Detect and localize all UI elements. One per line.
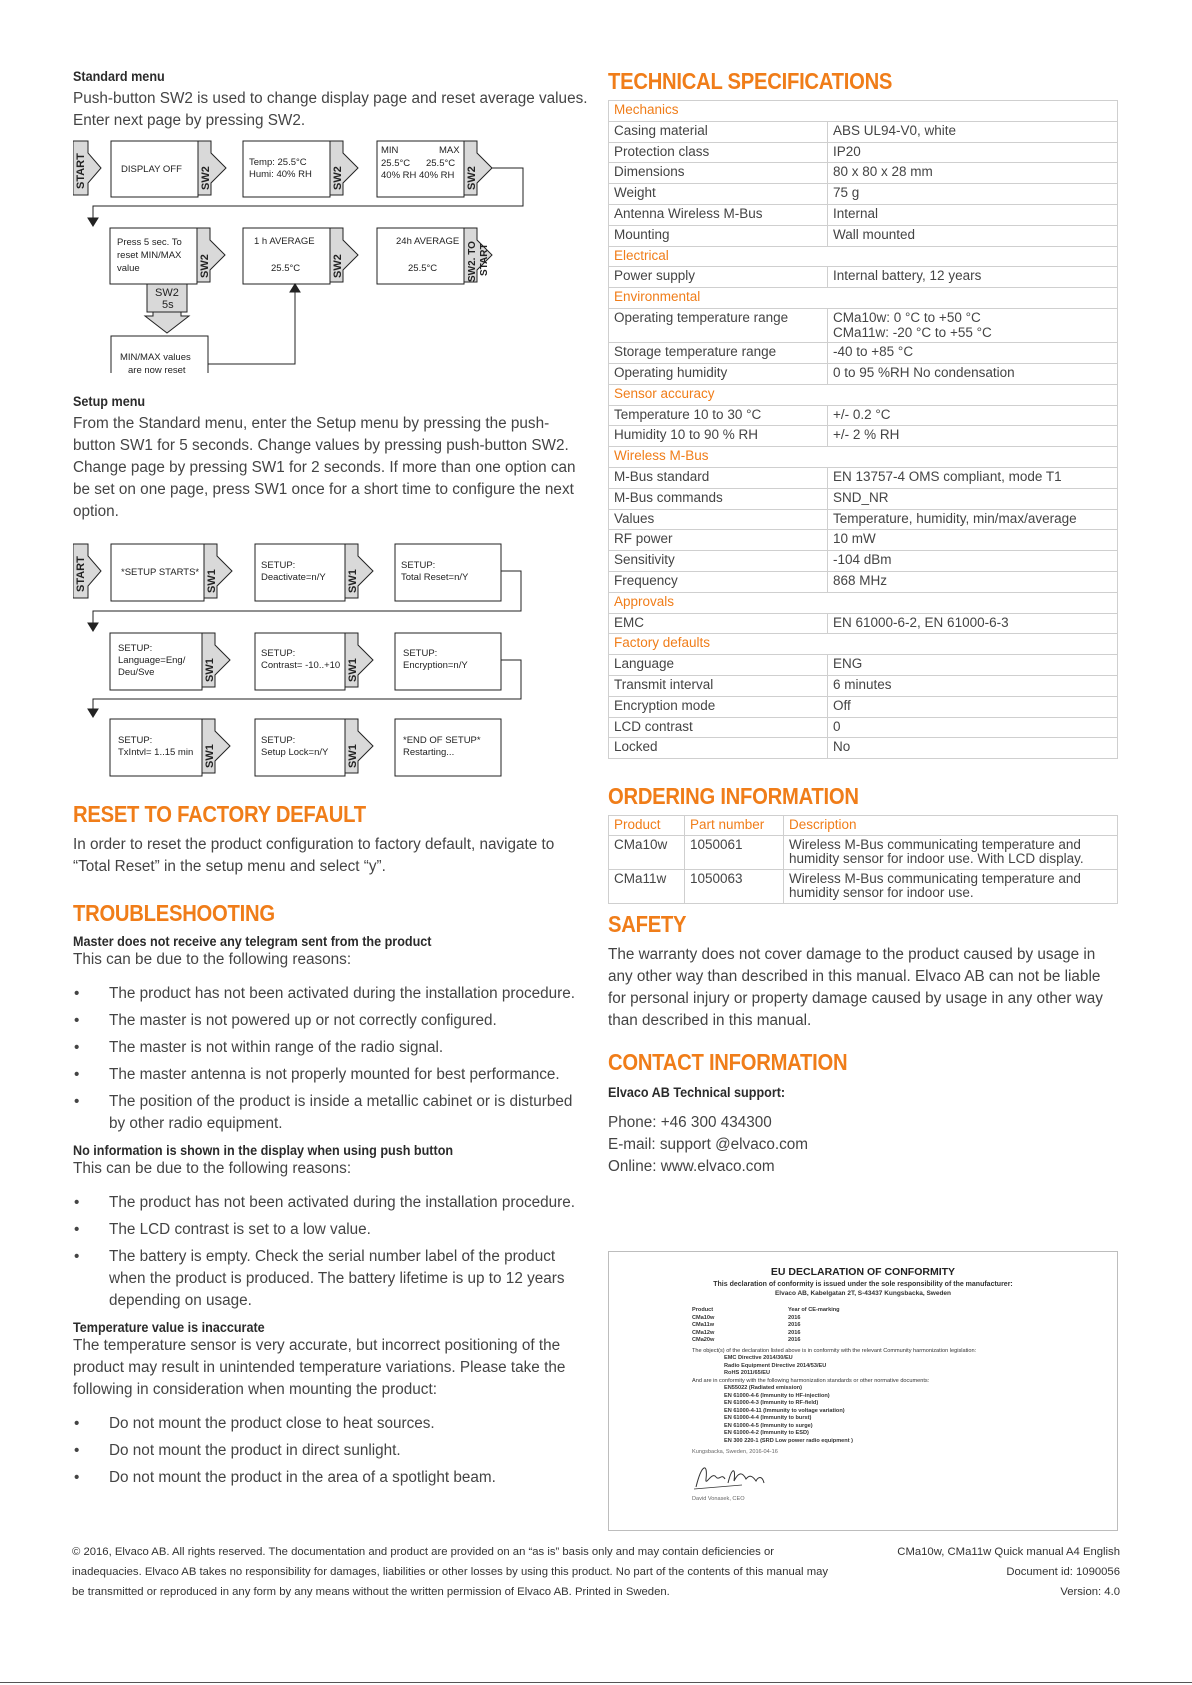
spec-section-label: Factory defaults [609,634,1118,655]
spec-section-row [609,101,1118,122]
reset-text-2: are now reset [128,365,186,373]
eu-year: 2016 [788,1322,801,1328]
setup-contrast: Contrast= -10..+10 [261,660,341,671]
spec-value-line: Wall mounted [833,226,916,242]
setup-encryption: Encryption=n/Y [403,660,468,671]
ordering-row [609,835,1118,869]
spec-value [828,363,1118,384]
list-item: • Do not mount the product close to heat sources. [73,1413,588,1435]
spec-value [828,343,1118,364]
spec-value-line: +/- 2 % RH [833,427,900,443]
spec-key: Antenna Wireless M-Bus [609,204,828,225]
spec-row [609,267,1118,288]
sw1-label: SW1 [204,658,216,682]
ordering-table [608,815,1118,904]
spec-key: Operating humidity [609,363,828,384]
spec-key: Values [609,509,828,530]
ordering-header-row [609,816,1118,836]
footer-doc-title: CMa10w, CMa11w Quick manual A4 English [897,1546,1120,1558]
spec-key: Casing material [609,121,828,142]
spec-key: EMC [609,613,828,634]
spec-row [609,613,1118,634]
safety-heading: SAFETY [608,911,687,938]
start-label: START [75,153,87,189]
spec-row [609,509,1118,530]
list-item: • The LCD contrast is set to a low value. [73,1219,588,1241]
ordering-cell-d: Wireless M-Bus communicating temperature and humidity sensor for indoor use. With LCD display. [784,835,1118,869]
spec-row [609,405,1118,426]
spec-value [828,509,1118,530]
tech-spec-heading: TECHNICAL SPECIFICATIONS [608,68,893,94]
setup-txintvl: TxIntvl= 1..15 min [118,747,194,758]
footer-version: Version: 4.0 [1060,1586,1120,1598]
contact-heading: CONTACT INFORMATION [608,1049,848,1076]
spec-row [609,426,1118,447]
spec-row [609,142,1118,163]
spec-key: Power supply [609,267,828,288]
trouble-q3-intro: The temperature sensor is very accurate, but incorrect positioning of the product may result in unintended temperature variations. Please take the following in consideration when mounting the product: [73,1337,566,1398]
eu-directive: Radio Equipment Directive 2014/53/EU [724,1362,827,1369]
spec-value [828,551,1118,572]
spec-value-line: -40 to +85 °C [833,344,914,360]
eu-directive: EMC Directive 2014/30/EU [724,1355,793,1361]
spec-key: Humidity 10 to 90 % RH [609,426,828,447]
spec-key: Sensitivity [609,551,828,572]
list-item: • The position of the product is inside a metallic cabinet or is disturbed by other radio equipment. [73,1091,588,1135]
list-item: • The product has not been activated during the installation procedure. [73,1192,588,1214]
list-item: • The master antenna is not properly mounted for best performance. [73,1064,588,1086]
press-text-1: Press 5 sec. To [117,237,182,248]
trouble-q2-list [73,1192,588,1312]
ordering-col-desc: Description [784,816,1118,836]
spec-value [828,530,1118,551]
eu-standard: EN 61000-4-6 (Immunity to HF-injection) [724,1392,830,1399]
setup-encryption-title: SETUP: [403,648,438,659]
eu-product-row [692,1330,1117,1338]
spec-value [828,121,1118,142]
eu-col-product: Product [692,1307,714,1313]
sw2-label: SW2 [200,166,212,190]
setup-txintvl-title: SETUP: [118,735,153,746]
eu-year: 2016 [788,1337,801,1343]
setup-language: Language=Eng/ [118,655,186,666]
spec-value [828,717,1118,738]
spec-value [828,655,1118,676]
spec-key: Storage temperature range [609,343,828,364]
spec-value-line: 6 minutes [833,676,892,692]
spec-row [609,343,1118,364]
eu-standard: EN 61000-4-11 (Immunity to voltage variation) [724,1407,845,1414]
eu-product-row [692,1322,1117,1330]
press-text-2: reset MIN/MAX [117,250,182,261]
spec-section-label: Mechanics [609,101,1118,122]
spec-value [828,204,1118,225]
spec-value-line: 80 x 80 x 28 mm [833,164,933,180]
minmax-humi: 40% RH 40% RH [381,170,455,181]
spec-value [828,696,1118,717]
spec-value-line: EN 61000-6-2, EN 61000-6-3 [833,614,1009,630]
spec-key: Dimensions [609,163,828,184]
eu-body [609,1307,1117,1504]
reset-text: In order to reset the product configuration to factory default, navigate to “Total Reset” in the setup menu and select “y”. [73,836,555,875]
spec-value-line: Off [833,697,851,713]
sw2-label: SW2 [466,166,478,190]
spec-value [828,738,1118,759]
safety-text: The warranty does not cover damage to the product caused by usage in any other way than described in this manual. Elvaco AB can not be liable for personal injury or property damage caused by usage in any other way than described in this manual. [608,946,1103,1030]
sw2-label: SW2 [332,254,344,278]
spec-value [828,184,1118,205]
sw2-label: SW2 [199,254,211,278]
max-label: MAX [439,145,460,156]
spec-section-label: Sensor accuracy [609,384,1118,405]
sw1-label: SW1 [204,744,216,768]
spec-row [609,551,1118,572]
spec-key: Transmit interval [609,675,828,696]
eu-directives [692,1355,1117,1378]
setup-restarting: Restarting... [403,747,455,758]
contact-sub: Elvaco AB Technical support: [608,1084,786,1101]
setup-menu-heading: Setup menu [73,393,146,409]
eu-declaration [608,1251,1118,1531]
setup-starts: *SETUP STARTS* [121,567,200,578]
eu-standard: EN 61000-4-2 (Immunity to ESD) [724,1430,809,1436]
spec-value-line: Internal battery, 12 years [833,268,982,284]
sw2-label: SW2 [332,166,344,190]
start-label: START [75,556,87,592]
spec-key: M-Bus commands [609,488,828,509]
spec-value-line: -104 dBm [833,552,892,568]
spec-row [609,363,1118,384]
spec-value-line: Internal [833,205,879,221]
troubleshooting-heading: TROUBLESHOOTING [73,900,275,926]
spec-value [828,488,1118,509]
spec-key: Mounting [609,225,828,246]
spec-row [609,488,1118,509]
list-item: • The master is not within range of the radio signal. [73,1037,588,1059]
sw1-label: SW1 [347,658,359,682]
trouble-q1-intro: This can be due to the following reasons: [73,951,352,968]
spec-value-line: 0 [833,718,841,734]
sw1-label: SW1 [347,569,359,593]
eu-product: CMa20w [692,1337,715,1343]
temp-reading: Temp: 25.5°C [249,157,307,168]
list-item: • Do not mount the product in the area of a spotlight beam. [73,1467,588,1489]
spec-value [828,426,1118,447]
spec-key: Frequency [609,571,828,592]
spec-key: Encryption mode [609,696,828,717]
spec-section-row [609,288,1118,309]
eu-standards-text: And are in conformity with the following harmonization standards or other normative documents: [692,1377,930,1384]
spec-key: Locked [609,738,828,759]
spec-key: Language [609,655,828,676]
list-item: • The product has not been activated during the installation procedure. [73,983,588,1005]
avg24h-value: 25.5°C [408,263,438,274]
trouble-q2-intro: This can be due to the following reasons: [73,1160,352,1177]
footer-doc-info [860,1542,1120,1602]
spec-key: LCD contrast [609,717,828,738]
spec-row [609,675,1118,696]
spec-value-line: ABS UL94-V0, white [833,122,957,138]
eu-signature-image [692,1459,772,1493]
ordering-cell-n: 1050063 [685,869,784,903]
eu-col-year: Year of CE-marking [788,1307,840,1313]
avg24h-label: 24h AVERAGE [396,236,460,247]
humi-reading: Humi: 40% RH [249,169,312,180]
setup-language-title: SETUP: [118,643,153,654]
setup-language-options: Deu/Sve [118,667,155,678]
spec-section-label: Approvals [609,592,1118,613]
eu-line1: This declaration of conformity is issued under the sole responsibility of the manufacturer: [713,1281,1013,1288]
avg1h-value: 25.5°C [271,263,301,274]
list-item: • The battery is empty. Check the serial number label of the product when the product is produced. The battery lifetime is up to 12 years depending on usage. [73,1246,588,1312]
spec-value [828,163,1118,184]
setup-contrast-title: SETUP: [261,648,296,659]
ordering-heading: ORDERING INFORMATION [608,783,859,810]
footer-doc-id: Document id: 1090056 [1006,1566,1120,1578]
spec-key: Weight [609,184,828,205]
standard-menu-text: Push-button SW2 is used to change display page and reset average values. Enter next page by pressing SW2. [73,90,588,129]
list-item: • The master is not powered up or not correctly configured. [73,1010,588,1032]
trouble-q3: Temperature value is inaccurate [73,1319,265,1335]
spec-row [609,184,1118,205]
setup-end: *END OF SETUP* [403,735,481,746]
eu-year: 2016 [788,1314,801,1321]
ordering-cell-p: CMa10w [609,835,685,869]
sw1-label: SW1 [206,569,218,593]
right-column [608,68,1118,1178]
eu-standard: EN 300 220-1 (SRD Low power radio equipment ) [724,1437,853,1444]
spec-value [828,571,1118,592]
spec-key: RF power [609,530,828,551]
spec-value [828,142,1118,163]
spec-row [609,717,1118,738]
eu-standard: EN 61000-4-4 (Immunity to burst) [724,1415,812,1421]
eu-line2: Elvaco AB, Kabelgatan 2T, S-43437 Kungsbacka, Sweden [774,1290,952,1297]
min-label: MIN [381,145,399,156]
spec-section-row [609,634,1118,655]
spec-section-label: Wireless M-Bus [609,447,1118,468]
spec-row [609,530,1118,551]
spec-value-line: 868 MHz [833,572,888,588]
trouble-q1: Master does not receive any telegram sent from the product [73,933,432,949]
spec-value-line: CMa11w: -20 °C to +55 °C [833,324,992,340]
spec-value [828,225,1118,246]
spec-value [828,308,1118,342]
spec-value-line: No [833,739,851,755]
spec-value [828,405,1118,426]
sw1-label: SW1 [347,744,359,768]
standard-menu-diagram [73,138,533,373]
contact-email[interactable]: E-mail: support @elvaco.com [608,1136,809,1154]
eu-title: EU DECLARATION OF CONFORMITY [770,1266,956,1278]
display-off: DISPLAY OFF [121,164,182,175]
trouble-q2: No information is shown in the display when using push button [73,1142,454,1158]
setup-menu-diagram [73,541,533,781]
eu-standard: EN 61000-4-5 (Immunity to surge) [724,1422,813,1429]
spec-value-line: EN 13757-4 OMS compliant, mode T1 [833,468,1062,484]
spec-row [609,308,1118,342]
footer-copyright: © 2016, Elvaco AB. All rights reserved. The documentation and product are provided on an “as is” basis only and may contain deficiencies or inadequacies. Elvaco AB takes no responsibility for damages, liabilities or other losses by using this product. No part of the contents of this manual may be transmitted or reproduced in any form by any means without the written permission of Elvaco AB. Printed in Sweden. [72,1546,829,1598]
ordering-col-part: Part number [685,816,784,836]
sw2-5s-label: SW2 [155,287,179,299]
ordering-row [609,869,1118,903]
spec-section-row [609,246,1118,267]
spec-value [828,267,1118,288]
trouble-q3-list [73,1413,588,1489]
avg1h-label: 1 h AVERAGE [254,236,315,247]
spec-row [609,204,1118,225]
spec-value-line: SND_NR [833,489,889,505]
spec-row [609,225,1118,246]
eu-standard: EN55022 (Radiated emission) [724,1385,803,1391]
spec-section-label: Environmental [609,288,1118,309]
setup-total-reset: Total Reset=n/Y [401,572,469,583]
eu-products [692,1315,1117,1345]
spec-section-row [609,447,1118,468]
ordering-cell-p: CMa11w [609,869,685,903]
setup-deactivate-title: SETUP: [261,560,296,571]
spec-row [609,571,1118,592]
spec-value-line: 0 to 95 %RH No condensation [833,364,1015,380]
spec-key: Temperature 10 to 30 °C [609,405,828,426]
spec-value-line: 75 g [833,185,860,201]
spec-section-row [609,592,1118,613]
setup-lock: Setup Lock=n/Y [261,747,329,758]
eu-year: 2016 [788,1329,801,1336]
spec-row [609,467,1118,488]
press-text-3: value [117,263,140,274]
spec-value-line: +/- 0.2 °C [833,406,891,422]
eu-signatory: David Vonasek, CEO [692,1496,745,1502]
ordering-cell-d: Wireless M-Bus communicating temperature and humidity sensor for indoor use. [784,869,1118,903]
ordering-col-product: Product [609,816,685,836]
setup-lock-title: SETUP: [261,735,296,746]
ordering-cell-n: 1050061 [685,835,784,869]
eu-product-header [692,1307,1117,1315]
to-start-label: START [479,243,490,276]
contact-online[interactable]: Online: www.elvaco.com [608,1158,775,1176]
reset-heading: RESET TO FACTORY DEFAULT [73,801,366,827]
five-seconds-label: 5s [162,299,174,311]
eu-standards [692,1385,1117,1445]
eu-directive: RoHS 2011/65/EU [724,1370,771,1376]
minmax-temp: 25.5°C 25.5°C [381,158,456,169]
spec-value-line: ENG [833,656,863,672]
standard-menu-heading: Standard menu [73,68,165,84]
sw2-to-label: SW2. TO [467,241,478,282]
spec-value-line: Temperature, humidity, min/max/average [833,510,1077,526]
spec-value-line: CMa10w: 0 °C to +50 °C [833,309,981,325]
spec-key: Protection class [609,142,828,163]
eu-object-text: The object(s) of the declaration listed above is in conformity with the relevant Community harmonization legislation: [692,1347,977,1354]
list-item: • Do not mount the product in direct sunlight. [73,1440,588,1462]
contact-phone: Phone: +46 300 434300 [608,1114,772,1132]
spec-value [828,613,1118,634]
spec-value-line: 10 mW [833,531,876,547]
page-bottom-rule [0,1682,1192,1683]
spec-value [828,675,1118,696]
left-column [73,68,588,1494]
spec-section-label: Electrical [609,246,1118,267]
spec-row [609,738,1118,759]
eu-place-date: Kungsbacka, Sweden, 2016-04-16 [692,1449,778,1455]
spec-row [609,121,1118,142]
trouble-q1-list [73,983,588,1135]
eu-product: CMa10w [692,1314,715,1321]
spec-value [828,467,1118,488]
spec-section-row [609,384,1118,405]
spec-key: M-Bus standard [609,467,828,488]
reset-text-1: MIN/MAX values [120,352,191,363]
spec-value-line: IP20 [833,143,861,159]
tech-spec-table [608,100,1118,759]
spec-row [609,163,1118,184]
spec-row [609,655,1118,676]
eu-product-row [692,1315,1117,1323]
spec-row [609,696,1118,717]
eu-standard: EN 61000-4-3 (Immunity to RF-field) [724,1400,819,1406]
spec-key: Operating temperature range [609,308,828,342]
eu-product-row [692,1337,1117,1345]
setup-deactivate: Deactivate=n/Y [261,572,326,583]
setup-reset-title: SETUP: [401,560,436,571]
setup-menu-text: From the Standard menu, enter the Setup menu by pressing the push-button SW1 for 5 seconds. Change values by pressing push-button SW2. Change page by pressing SW1 for 2 seconds. If more than one option can be set on one page, press SW1 once for a short time to configure the next option. [73,415,576,520]
eu-product: CMa11w [692,1322,715,1328]
eu-product: CMa12w [692,1329,715,1336]
